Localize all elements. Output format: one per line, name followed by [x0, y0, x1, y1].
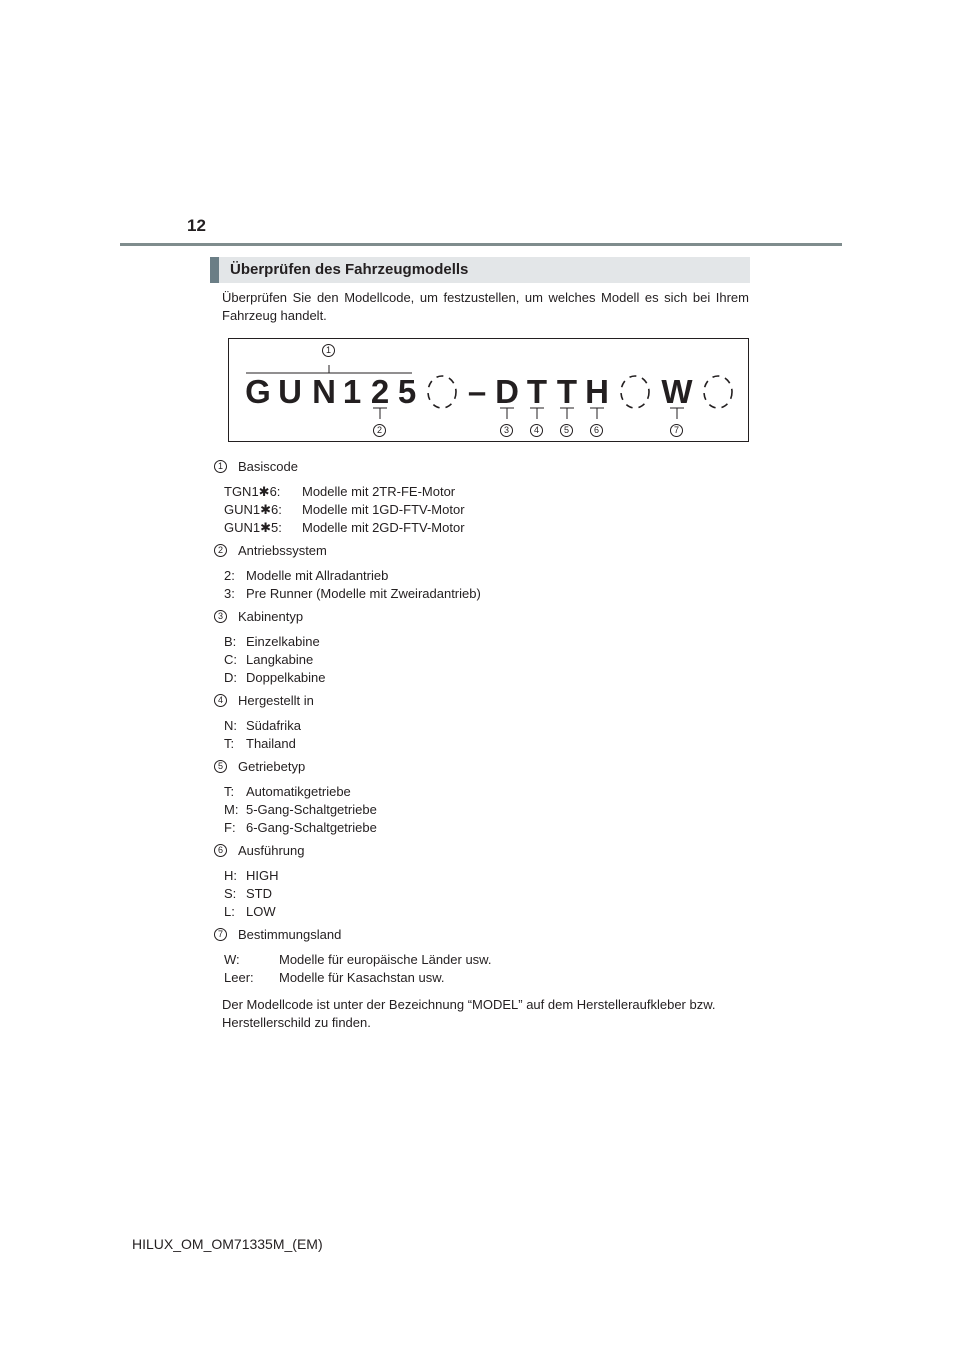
blank-placeholder-1 — [428, 376, 456, 408]
callout-4: 4 — [530, 424, 543, 437]
item-title: Getriebetyp — [238, 759, 306, 774]
item-number: 3 — [214, 610, 227, 623]
callout-2: 2 — [373, 424, 386, 437]
callout-5: 5 — [560, 424, 573, 437]
item-number: 1 — [214, 460, 227, 473]
code-char: N — [312, 373, 336, 410]
code-char: D — [495, 373, 519, 410]
section-title: Überprüfen des Fahrzeugmodells — [230, 261, 469, 278]
code-char: G — [245, 373, 271, 410]
page-number: 12 — [187, 216, 206, 235]
footer-doc-code: HILUX_OM_OM71335M_(EM) — [132, 1236, 323, 1252]
code-char: T — [526, 373, 548, 410]
blank-placeholder-3 — [704, 376, 732, 408]
code-char: T — [556, 373, 578, 410]
intro-paragraph: Überprüfen Sie den Modellcode, um festzustellen, um welches Modell es sich bei Ihrem Fahrzeug handelt. — [222, 290, 749, 323]
model-code-diagram — [228, 338, 749, 442]
item-title: Basiscode — [238, 459, 298, 474]
item-number: 4 — [214, 694, 227, 707]
callout-6: 6 — [590, 424, 603, 437]
item-title: Ausführung — [238, 843, 305, 858]
section-header — [210, 257, 750, 283]
callout-1: 1 — [322, 344, 335, 357]
callout-7: 7 — [670, 424, 683, 437]
item-number: 2 — [214, 544, 227, 557]
code-char: W — [661, 373, 693, 410]
item-number: 7 — [214, 928, 227, 941]
code-char: 2 — [370, 373, 390, 410]
item-title: Kabinentyp — [238, 609, 304, 624]
code-char: – — [467, 373, 487, 410]
item-title: Antriebssystem — [238, 543, 327, 558]
item-number: 6 — [214, 844, 227, 857]
item-title: Bestimmungsland — [238, 927, 342, 942]
code-char: 5 — [397, 373, 417, 410]
code-char: H — [585, 373, 609, 410]
header-rule — [120, 243, 842, 246]
code-char: 1 — [342, 373, 362, 410]
blank-placeholder-2 — [621, 376, 649, 408]
model-label-note: Der Modellcode ist unter der Bezeichnung “MODEL” auf dem Herstelleraufkleber bzw. Herstellerschild zu finden. — [222, 997, 716, 1030]
item-number: 5 — [214, 760, 227, 773]
code-char: U — [278, 373, 302, 410]
callout-3: 3 — [500, 424, 513, 437]
item-title: Hergestellt in — [238, 693, 314, 708]
